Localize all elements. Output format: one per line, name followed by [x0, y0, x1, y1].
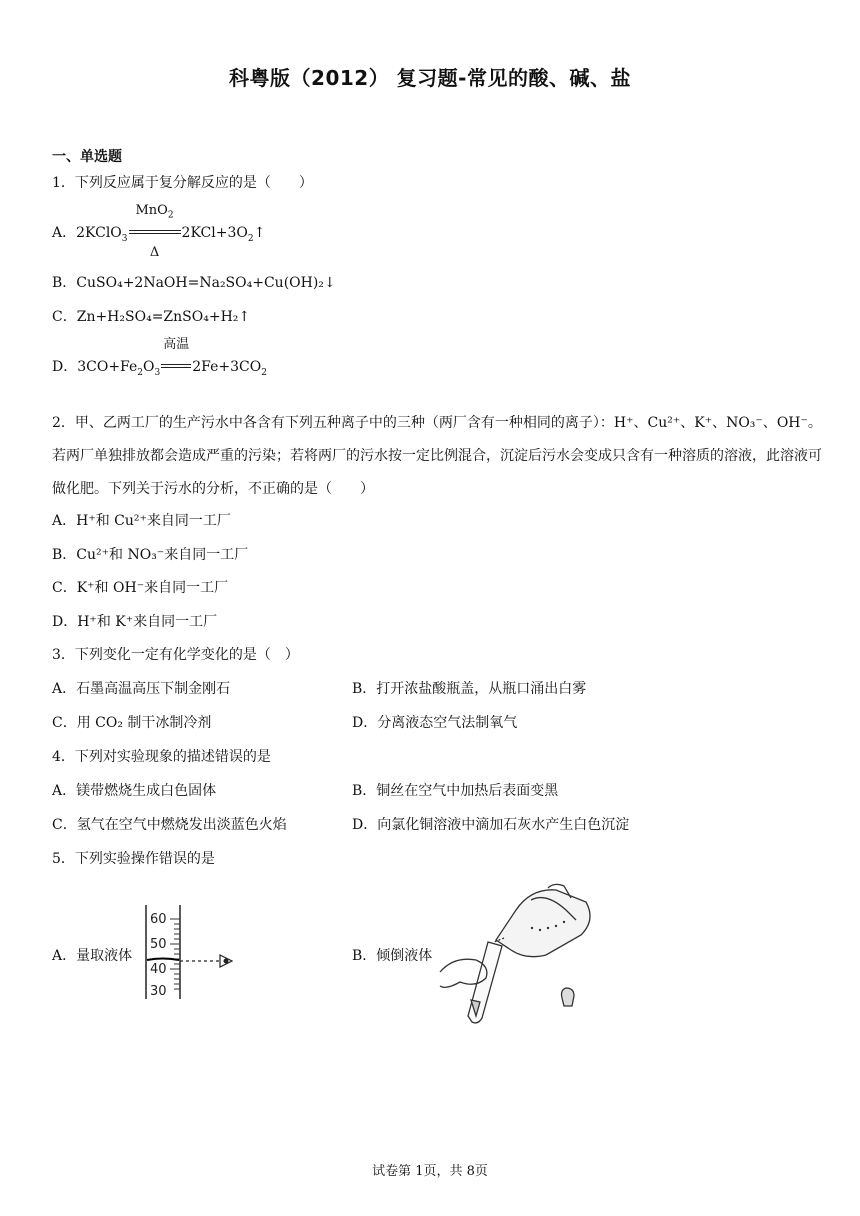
graduated-cylinder-figure [140, 905, 240, 1001]
q4-option-d: D．向氯化铜溶液中滴加石灰水产生白色沉淀 [352, 817, 630, 833]
q2-option-a: A．H⁺和 Cu²⁺来自同一工厂 [52, 513, 231, 529]
reaction-condition [129, 203, 181, 260]
tick-label: 30 [150, 984, 167, 999]
heat-symbol: Δ [149, 245, 160, 260]
q4-option-a: A．镁带燃烧生成白色固体 [52, 783, 217, 799]
test-tube [468, 942, 502, 1023]
gas-arrow: ↑ [253, 225, 266, 241]
q5-option-a: A．量取液体 [52, 948, 133, 964]
bottle-stopper [562, 988, 575, 1006]
reactant: 2KClO [76, 225, 122, 241]
q5-option-b: B．倾倒液体 [352, 948, 433, 964]
option-label: D． [52, 359, 78, 375]
product: 2KCl+3O [181, 225, 248, 241]
subscript: 2 [261, 367, 267, 378]
q3-option-b: B．打开浓盐酸瓶盖，从瓶口涌出白雾 [352, 681, 587, 697]
q4-stem: 4．下列对实验现象的描述错误的是 [52, 749, 271, 765]
reagent-bottle [496, 890, 590, 957]
q4-option-c: C．氢气在空气中燃烧发出淡蓝色火焰 [52, 817, 287, 833]
option-label: A． [52, 225, 77, 241]
q1-option-c: C．Zn+H₂SO₄=ZnSO₄+H₂↑ [52, 309, 251, 325]
subscript: 3 [121, 233, 128, 244]
pouring-liquid-figure [436, 880, 596, 1026]
reaction-condition [161, 337, 191, 377]
q3-stem: 3．下列变化一定有化学变化的是（ ） [52, 647, 299, 663]
page-footer: 试卷第 1页，共 8页 [372, 1164, 488, 1179]
reactant: 3CO+Fe [77, 359, 138, 375]
q5-stem: 5．下列实验操作错误的是 [52, 851, 215, 867]
q3-option-c: C．用 CO₂ 制干冰制冷剂 [52, 715, 212, 731]
subscript: 2 [137, 367, 144, 378]
catalyst: MnO [135, 203, 168, 218]
page-title: 科粤版（2012） 复习题-常见的酸、碱、盐 [229, 66, 631, 90]
q1-option-d [52, 337, 267, 378]
q3-option-a: A．石墨高温高压下制金刚石 [52, 681, 231, 697]
equals-sign [129, 230, 181, 234]
subscript: 2 [167, 210, 174, 221]
q2-stem-line1: 2．甲、乙两工厂的生产污水中各含有下列五种离子中的三种（两厂含有一种相同的离子）：H⁺、Cu²⁺、K⁺、NO₃⁻、 [52, 415, 777, 431]
subscript: 2 [247, 233, 254, 244]
tick-label: 60 [150, 912, 167, 927]
tick-label: 40 [150, 962, 167, 977]
q2-option-c: C．K⁺和 OH⁻来自同一工厂 [52, 580, 229, 596]
q2-stem-rest: OH⁻。若两厂单独排放都会造成严重的污染；若将两厂的污水按一定比例混合，沉淀后污水会变成只含有一种溶质的溶液，此溶液可做化肥。下列关于污水的分析，不正确的是（ ） [52, 415, 822, 497]
reactant-o: O [143, 359, 155, 375]
subscript: 3 [154, 367, 161, 378]
product: 2Fe+3CO [192, 359, 262, 375]
q2-stem [52, 407, 822, 506]
meniscus [147, 959, 179, 961]
high-temperature-label: 高温 [163, 337, 190, 352]
q2-option-d: D．H⁺和 K⁺来自同一工厂 [52, 614, 218, 630]
section-heading: 一、单选题 [52, 149, 122, 165]
q3-option-d: D．分离液态空气法制氧气 [352, 715, 518, 731]
q1-stem: 1．下列反应属于复分解反应的是（ ） [52, 175, 313, 191]
q1-option-a [52, 203, 266, 260]
q1-option-b: B．CuSO₄+2NaOH=Na₂SO₄+Cu(OH)₂↓ [52, 275, 336, 291]
tick-label: 50 [150, 937, 167, 952]
equals-sign [161, 364, 191, 368]
q2-option-b: B．Cu²⁺和 NO₃⁻来自同一工厂 [52, 547, 249, 563]
q4-option-b: B．铜丝在空气中加热后表面变黑 [352, 783, 559, 799]
